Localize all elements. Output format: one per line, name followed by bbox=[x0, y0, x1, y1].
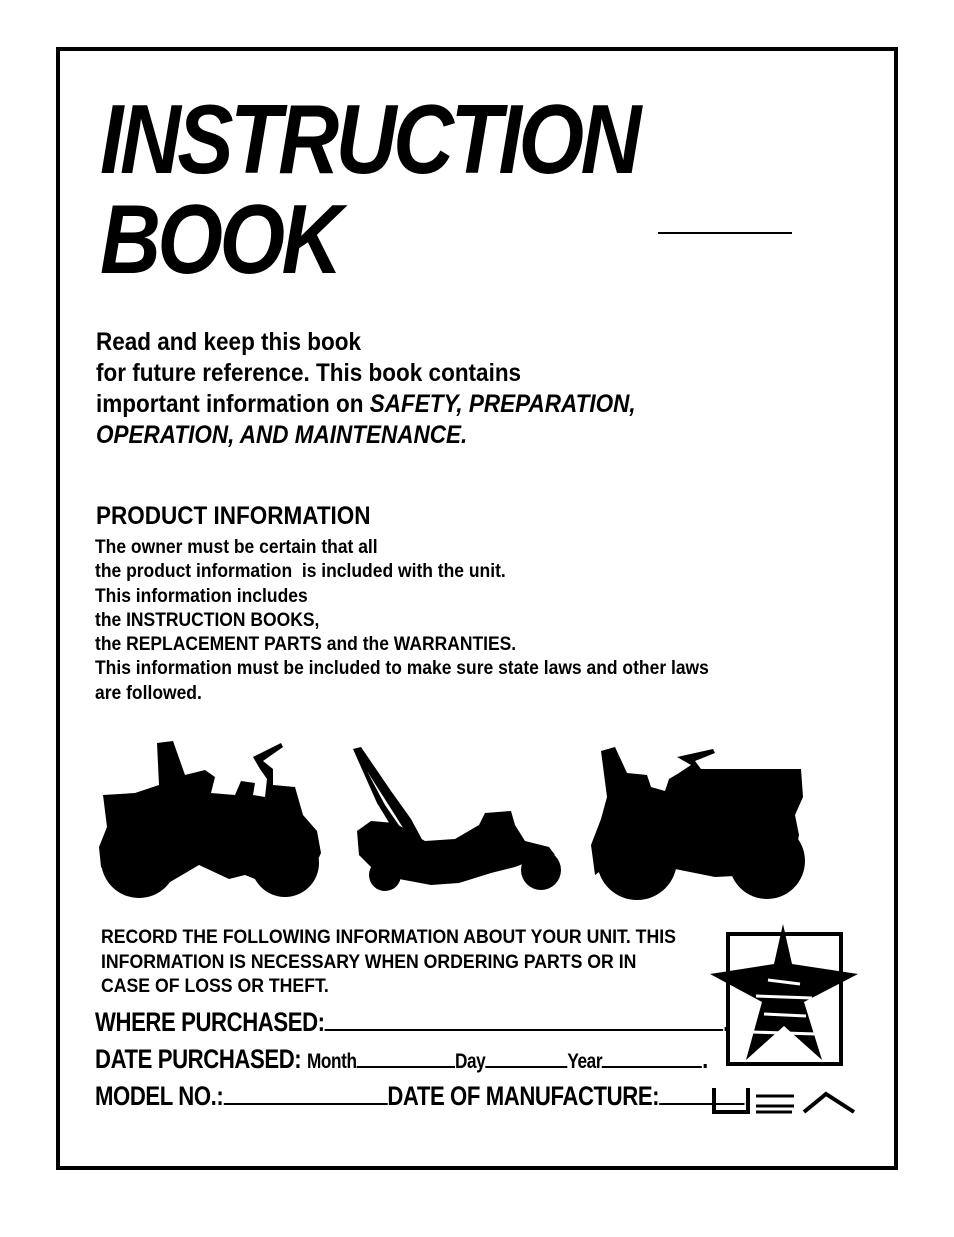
month-field[interactable] bbox=[357, 1044, 455, 1068]
intro-line: Read and keep this book bbox=[96, 328, 362, 356]
record-line: CASE OF LOSS OR THEFT. bbox=[101, 976, 329, 997]
lawn-tractor-icon bbox=[591, 747, 805, 900]
year-label: Year bbox=[567, 1050, 603, 1073]
intro-line: for future reference. This book contains bbox=[96, 359, 522, 387]
model-no-label: MODEL NO.: bbox=[95, 1081, 224, 1111]
year-field[interactable] bbox=[602, 1044, 702, 1068]
product-info-line: are followed. bbox=[95, 682, 202, 704]
product-info-line: the REPLACEMENT PARTS and the WARRANTIES. bbox=[95, 634, 517, 656]
product-info-body bbox=[95, 536, 709, 706]
product-info-line: the product information is included with the unit. bbox=[95, 561, 506, 583]
machine-silhouettes bbox=[95, 735, 815, 900]
where-purchased-row bbox=[95, 1007, 729, 1038]
riding-mower-icon bbox=[99, 741, 321, 898]
country-label: USA bbox=[783, 1118, 786, 1119]
model-row bbox=[95, 1081, 750, 1112]
model-no-field[interactable] bbox=[223, 1081, 387, 1105]
usa-wordmark bbox=[714, 1088, 854, 1112]
date-purchased-row bbox=[95, 1044, 708, 1075]
product-info-line: the INSTRUCTION BOOKS, bbox=[95, 609, 320, 631]
record-line: INFORMATION IS NECESSARY WHEN ORDERING PARTS OR IN bbox=[101, 951, 637, 973]
where-purchased-label: WHERE PURCHASED: bbox=[95, 1007, 325, 1037]
field-period: . bbox=[723, 1007, 729, 1037]
intro-emphasis: OPERATION, AND MAINTENANCE. bbox=[96, 421, 468, 449]
product-info-line: This information must be included to make sure state laws and other laws bbox=[95, 658, 709, 680]
title-line-2: BOOK bbox=[100, 184, 340, 294]
intro-paragraph bbox=[96, 327, 636, 451]
star-logo-icon bbox=[708, 920, 863, 1120]
day-label: Day bbox=[454, 1050, 486, 1073]
title-line-1: INSTRUCTION bbox=[100, 84, 639, 194]
where-purchased-field[interactable] bbox=[325, 1007, 724, 1031]
date-purchased-label: DATE PURCHASED: bbox=[95, 1044, 302, 1074]
product-info-heading: PRODUCT INFORMATION bbox=[96, 502, 371, 530]
record-instructions bbox=[101, 926, 676, 1000]
push-mower-icon bbox=[353, 747, 561, 891]
intro-line bbox=[96, 389, 636, 420]
product-info-line: This information includes bbox=[95, 585, 308, 607]
field-period: . bbox=[702, 1044, 708, 1074]
date-of-manufacture-label: DATE OF MANUFACTURE: bbox=[387, 1081, 660, 1111]
product-info-line: The owner must be certain that all bbox=[95, 537, 378, 558]
intro-text: important information on bbox=[96, 390, 370, 418]
record-line: RECORD THE FOLLOWING INFORMATION ABOUT YOUR UNIT. THIS bbox=[101, 927, 676, 948]
field-period: . bbox=[744, 1081, 751, 1111]
intro-emphasis: SAFETY, PREPARATION, bbox=[369, 390, 636, 418]
day-field[interactable] bbox=[485, 1044, 567, 1068]
month-label: Month bbox=[306, 1050, 357, 1073]
title-rule bbox=[658, 232, 792, 234]
